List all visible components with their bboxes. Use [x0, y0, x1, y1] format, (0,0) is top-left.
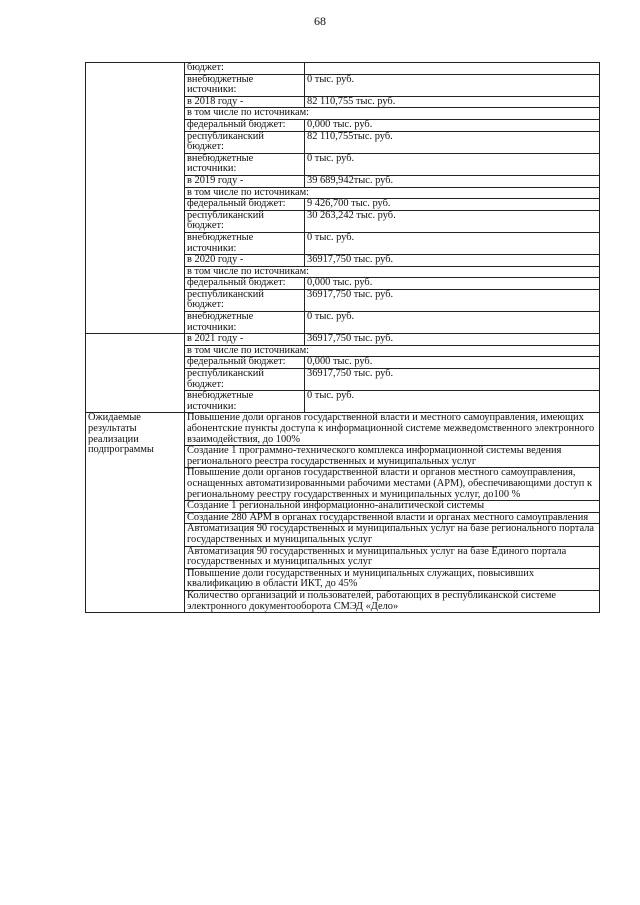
- funding-value: 0 тыс. руб.: [305, 312, 600, 334]
- result-item: Количество организаций и пользователей, работающих в республиканской системе электронного документооборота СМЭД «Дело»: [185, 590, 600, 612]
- funding-label: бюджет:: [185, 63, 305, 75]
- funding-label: республиканский бюджет:: [185, 289, 305, 311]
- funding-value: 0,000 тыс. руб.: [305, 357, 600, 369]
- funding-value: 39 689,942тыс. руб.: [305, 175, 600, 187]
- funding-subheader: в том числе по источникам:: [185, 108, 600, 120]
- funding-value: 82 110,755тыс. руб.: [305, 131, 600, 153]
- funding-label: республиканский бюджет:: [185, 131, 305, 153]
- funding-value: 0,000 тыс. руб.: [305, 278, 600, 290]
- funding-label: федеральный бюджет:: [185, 199, 305, 211]
- funding-value: 0 тыс. руб.: [305, 74, 600, 96]
- result-item: Повышение доли государственных и муниципальных служащих, повысивших квалификацию в области ИКТ, до 45%: [185, 568, 600, 590]
- table-row: [86, 413, 600, 446]
- result-item: Повышение доли органов государственной власти и органов местного самоуправления, оснащенных автоматизированными рабочими местами (АРМ), обеспечивающими доступ к региональному реестру государственных и муниципальных услуг, до100 %: [185, 468, 600, 501]
- funding-label: в 2020 году -: [185, 255, 305, 267]
- funding-value: [305, 63, 600, 75]
- funding-label: федеральный бюджет:: [185, 278, 305, 290]
- result-item: Создание 1 региональной информационно-аналитической системы: [185, 501, 600, 513]
- table-row: [86, 63, 600, 75]
- funding-label: федеральный бюджет:: [185, 357, 305, 369]
- funding-value: 0 тыс. руб.: [305, 153, 600, 175]
- funding-value: 0 тыс. руб.: [305, 391, 600, 413]
- funding-label: внебюджетные источники:: [185, 153, 305, 175]
- funding-group-empty-cell: [86, 63, 185, 334]
- funding-value: 82 110,755 тыс. руб.: [305, 96, 600, 108]
- result-item: Создание 280 АРМ в органах государственной власти и органах местного самоуправления: [185, 512, 600, 524]
- funding-subheader: в том числе по источникам:: [185, 345, 600, 357]
- funding-group-2021-empty-cell: [86, 334, 185, 413]
- funding-label: в 2021 году -: [185, 334, 305, 346]
- funding-value: 9 426,700 тыс. руб.: [305, 199, 600, 211]
- subprogram-table: [85, 62, 600, 613]
- funding-label: федеральный бюджет:: [185, 119, 305, 131]
- funding-label: внебюджетные источники:: [185, 74, 305, 96]
- funding-label: внебюджетные источники:: [185, 232, 305, 254]
- funding-subheader: в том числе по источникам:: [185, 266, 600, 278]
- funding-label: в 2019 году -: [185, 175, 305, 187]
- funding-label: внебюджетные источники:: [185, 391, 305, 413]
- funding-value: 0 тыс. руб.: [305, 232, 600, 254]
- funding-subheader: в том числе по источникам:: [185, 187, 600, 199]
- funding-value: 30 263,242 тыс. руб.: [305, 210, 600, 232]
- result-item: Повышение доли органов государственной власти и местного самоуправления, имеющих абонентские пункты доступа к информационной системе межведомственного электронного взаимодействия, до 100%: [185, 413, 600, 446]
- result-item: Создание 1 программно-технического комплекса информационной системы ведения регионального реестра государственных и муниципальных услуг: [185, 446, 600, 468]
- funding-value: 36917,750 тыс. руб.: [305, 369, 600, 391]
- results-label: Ожидаемые результаты реализации подпрограммы: [86, 413, 185, 613]
- funding-value: 36917,750 тыс. руб.: [305, 289, 600, 311]
- result-item: Автоматизация 90 государственных и муниципальных услуг на базе Единого портала государственных и муниципальных услуг: [185, 546, 600, 568]
- funding-label: республиканский бюджет:: [185, 369, 305, 391]
- page-number: 68: [314, 14, 326, 28]
- funding-value: 36917,750 тыс. руб.: [305, 255, 600, 267]
- funding-label: в 2018 году -: [185, 96, 305, 108]
- funding-value: 0,000 тыс. руб.: [305, 119, 600, 131]
- funding-label: внебюджетные источники:: [185, 312, 305, 334]
- table-row: [86, 334, 600, 346]
- result-item: Автоматизация 90 государственных и муниципальных услуг на базе регионального портала государственных и муниципальных услуг: [185, 524, 600, 546]
- funding-label: республиканский бюджет:: [185, 210, 305, 232]
- funding-value: 36917,750 тыс. руб.: [305, 334, 600, 346]
